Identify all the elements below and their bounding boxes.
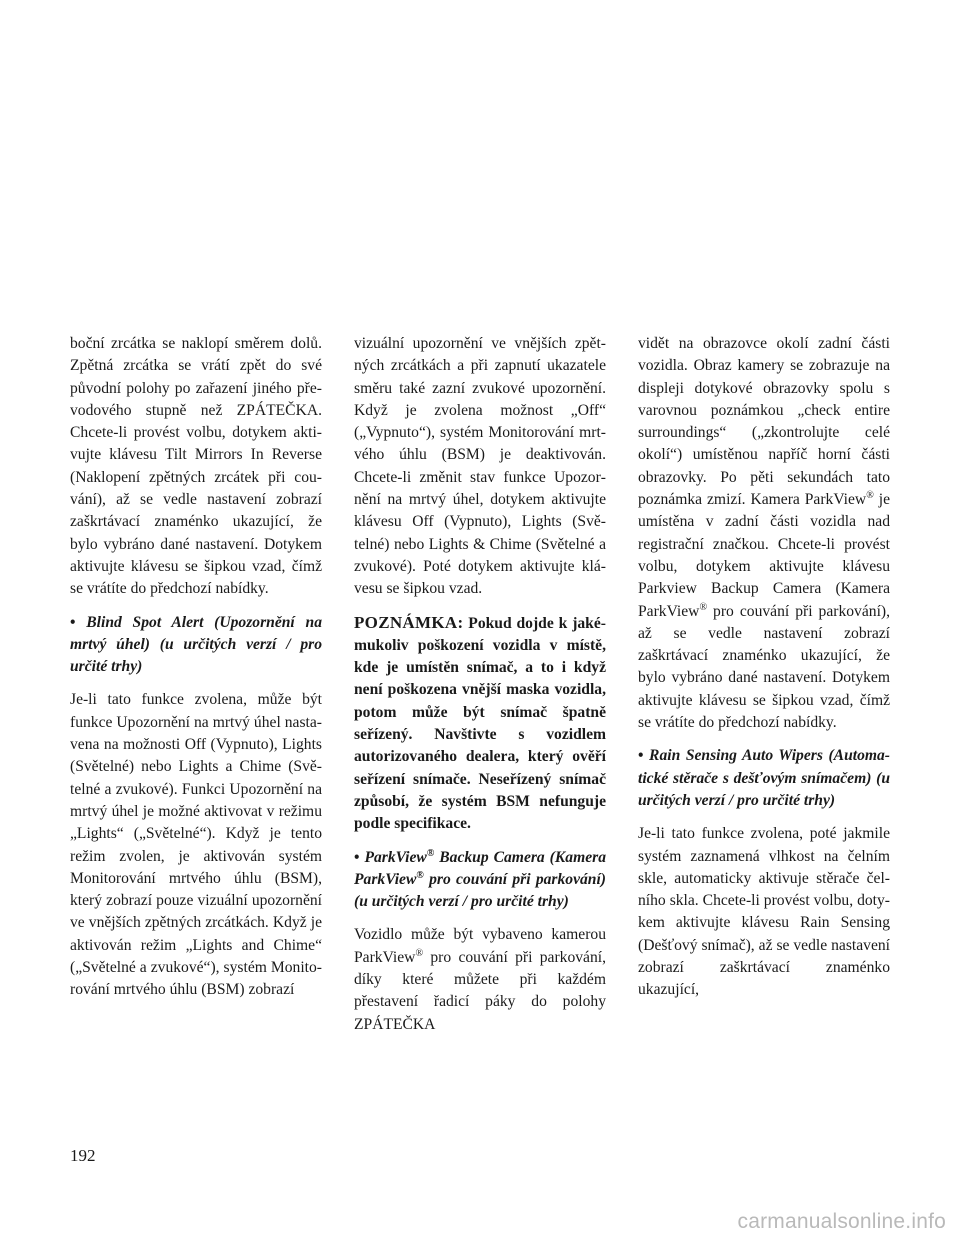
paragraph-text-part: pro couvání při parkování, díky které můžete při každém přestavení řadicí páky do polohy ZPÁTEČKA	[354, 948, 606, 1033]
paragraph-text-part: pro couvání při parkování), až se vedle nastavení zobrazí zaškrtávací znaménko ukazující, že bylo vybráno dané nastavení. Dotykem aktivujte klávesu se šipkou vzad, čímž se vrátíte do předchozí nabídky.	[638, 602, 890, 732]
bullet-icon: •	[354, 848, 360, 866]
paragraph-text-part: Vozidlo může být vybaveno kamerou ParkView	[354, 926, 606, 966]
text-column-middle	[354, 333, 606, 1036]
heading-rain-sensing-wipers	[638, 745, 890, 812]
heading-parkview-camera	[354, 847, 606, 914]
paragraph-blind-spot-alert: Je-li tato funkce zvolena, může být funkce Upozornění na mrtvý úhel nastavena na možnosti Off (Vypnuto), Lights (Světelné) nebo Lights a Chime (Světelné a zvukové). Funkci Upozornění na mrtvý úhel je možné aktivovat v režimu „Lights“ („Světelné“). Když je tento režim zvolen, je aktivován systém Monitorování mrtvého úhlu (BSM), který zobrazí pouze vizuální upozornění ve vnějších zpětných zrcátkách. Když je aktivován režim „Lights and Chime“ („Světelné a zvukové“), systém Monitorování mrtvého úhlu (BSM) zobrazí	[70, 691, 322, 999]
paragraph-bsm-continued: vizuální upozornění ve vnějších zpětných zrcátkách a při zapnutí ukazatele směru také zazní zvukové upozornění. Když je zvolena možnost „Off“ („Vypnuto“), systém Monitorování mrtvého úhlu (BSM) je deaktivován. Chcete-li změnit stav funkce Upozornění na mrtvý úhel, dotykem aktivujte klávesu Off (Vypnuto), Lights (Světelné) nebo Lights & Chime (Světelné a zvukové). Poté dotykem aktivujte klávesu se šipkou vzad.	[354, 335, 606, 598]
heading-text-part: pro couvání při parkování) (u určitých verzí / pro určité trhy)	[354, 870, 606, 911]
text-column-right	[638, 333, 890, 1002]
paragraph-text-part: je umístěna v zadní části vozidla nad registrační značkou. Chcete-li provést volbu, dotykem aktivujte klávesu Parkview Backup Camera (Kamera ParkView	[638, 491, 890, 620]
note-label: POZNÁMKA:	[354, 612, 464, 632]
registered-mark: ®	[416, 869, 424, 881]
registered-mark: ®	[426, 847, 435, 859]
heading-text-part: Backup Camera (Kamera ParkView	[354, 848, 606, 888]
heading-text: Rain Sensing Auto Wipers (Automatické stěrače s dešťovým snímačem) (u určitých verzí / pro určité trhy)	[638, 747, 890, 809]
heading-blind-spot-alert	[70, 612, 322, 679]
page-number: 192	[70, 1146, 96, 1165]
bullet-icon: •	[70, 613, 76, 631]
paragraph-tilt-mirrors: boční zrcátka se naklopí směrem dolů. Zpětná zrcátka se vrátí zpět do své původní polohy po zařazení jiného převodového stupně než ZPÁTEČKA. Chcete-li provést volbu, dotykem aktivujte klávesu Tilt Mirrors In Reverse (Naklopení zpětných zrcátek při couvání), až se vedle nastavení zobrazí zaškrtávací znaménko ukazující, že bylo vybráno dané nastavení. Dotykem aktivujte klávesu se šipkou vzad, čímž se vrátíte do předchozí nabídky.	[70, 335, 322, 598]
paragraph-rain-sensing-wipers: Je-li tato funkce zvolena, poté jakmile systém zaznamená vlhkost na čelním skle, automaticky aktivuje stěrače čelního skla. Chcete-li provést volbu, dotykem aktivujte klávesu Rain Sensing (Dešťový snímač), až se vedle nastavení zobrazí zaškrtávací znaménko ukazující,	[638, 825, 890, 999]
note-block	[354, 612, 606, 836]
paragraph-parkview-camera	[354, 924, 606, 1035]
watermark-text: carmanualsonline.info	[737, 1210, 946, 1233]
bullet-icon: •	[638, 747, 644, 765]
registered-mark: ®	[415, 947, 424, 959]
registered-mark: ®	[866, 489, 874, 501]
registered-mark: ®	[699, 601, 708, 613]
paragraph-text-part: vidět na obrazovce okolí zadní části vozidla. Obraz kamery se zobrazuje na displeji dotykové obrazovky spolu s varovnou poznámkou „check entire surroundings“ („zkontrolujte celé okolí“) umístěnou napříč horní části obrazovky. Po pěti sekundách tato poznámka zmizí. Kamera ParkView	[638, 335, 890, 509]
text-column-left	[70, 333, 322, 1002]
heading-text-part: ParkView	[364, 848, 427, 866]
paragraph-parkview-continued	[638, 333, 890, 734]
heading-text: Blind Spot Alert (Upozornění na mrtvý úhel) (u určitých verzí / pro určité trhy)	[70, 613, 322, 676]
note-text: Pokud dojde k jakémukoliv poškození vozidla v místě, kde je umístěn snímač, a to i když není poškozena vnější maska vozidla, potom může být snímač špatně seřízený. Navštivte s vozidlem autorizovaného dealera, který ověří seřízení snímače. Neseřízený snímač způsobí, že systém BSM nefunguje podle specifikace.	[354, 614, 606, 833]
